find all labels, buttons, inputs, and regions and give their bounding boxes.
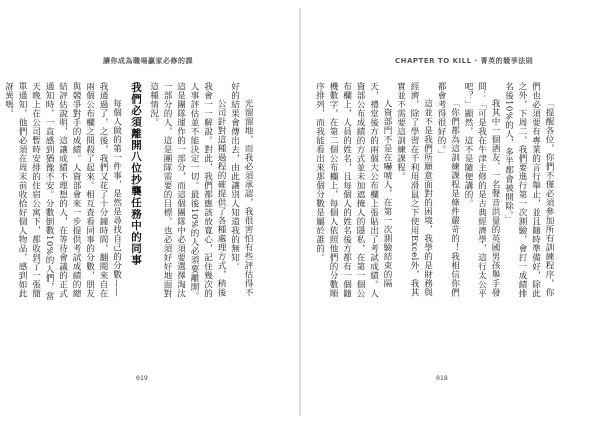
- paragraph: 「提醒各位，你們不僅必須參加所有訓練程序，你們也必須要有專業的言行舉止，並且隨時準備好，除此之外，下周二，我們要進行第一次測驗，會打一成績排名後10%的人，多半都會被開除。」: [503, 82, 554, 298]
- paragraph: 人資部門不是在嚇唬人，在第一次測驗結束的隔天，禮堂後方的兩個大公布欄上張貼出了考試成績。人資部公布成績的方式並未加遮掩人的隱私，在第一個公布欄上，人員的姓名，且每個人的姓名後方都有一個隨機數字，在第二個公布欄上，每個人依照他們的分數順序排列，而我能看出來那個分數是屬於誰的。: [314, 82, 392, 298]
- section-heading: 我們必須離開八位抄襲任務中的同事: [130, 82, 142, 266]
- paragraph: 光溜溜地，而我必須承認，我很害怕有些評估得不好的結果會傳出去，由此讓別人知道我的無知。: [229, 82, 253, 298]
- paragraph: 每個人做的第一件事，是然是尋找自己的分數——我通過了，之後，我們又花了十分鐘時間，翻閱來自在兩個公布欄之間殺了起來。相互查看同事的分數，朋友與競爭對手的成績。人資部會來一步提供考試成績的總結評估說明，這讓成績不理想的人，在等待會議的正式通知時，一直感到猶豫不安。分數倒數10%的人們，當天晚上在公司暫時安排的住宿公寓下，都收到了一張簡單通知，他們必須在周末前收拾好個人物品，感到如此訝異嗎。: [3, 82, 122, 301]
- paragraph: 「你們都為這訓練課程是條件嚴苛的！我相信你們都會考得很好的。」: [436, 82, 460, 298]
- paragraph: 這並不是我們所願意面對的困境，我學的是財務與經濟，除了學習在千利用滑鼠之下使用Excel外，我其實並不需要這訓練課程。: [395, 82, 433, 298]
- running-head: CHAPTER TO KILL · 菁英的競爭法則: [395, 57, 534, 65]
- page-number: 018: [436, 374, 448, 382]
- body-text: [3, 82, 254, 302]
- running-head: 讓你成為職場贏家必修的課: [103, 57, 193, 65]
- body-text: [314, 82, 555, 302]
- right-page: [300, 0, 600, 423]
- paragraph: 公司針對這種過程的確提供了各種處理方式，稍後我會一一解說。對此，我們都應該放寬心，記住幾次的人事評估並不能決定一切。最後10%的人必須要離開。這是團隊運作的一部分，而這個團隊中必須要選擇淘汰一部分的人，這是團隊需要的目標，也必須好好地面對這種情況。: [148, 82, 226, 301]
- paragraph: 我其中一個酒友，一名聲音洪量的英國男孩舉手發問：「可是我在牛津主修的是古典經濟學，這行太公平吧？」顯然，這不是隨便講的。: [463, 82, 500, 298]
- page-number: 019: [136, 374, 148, 382]
